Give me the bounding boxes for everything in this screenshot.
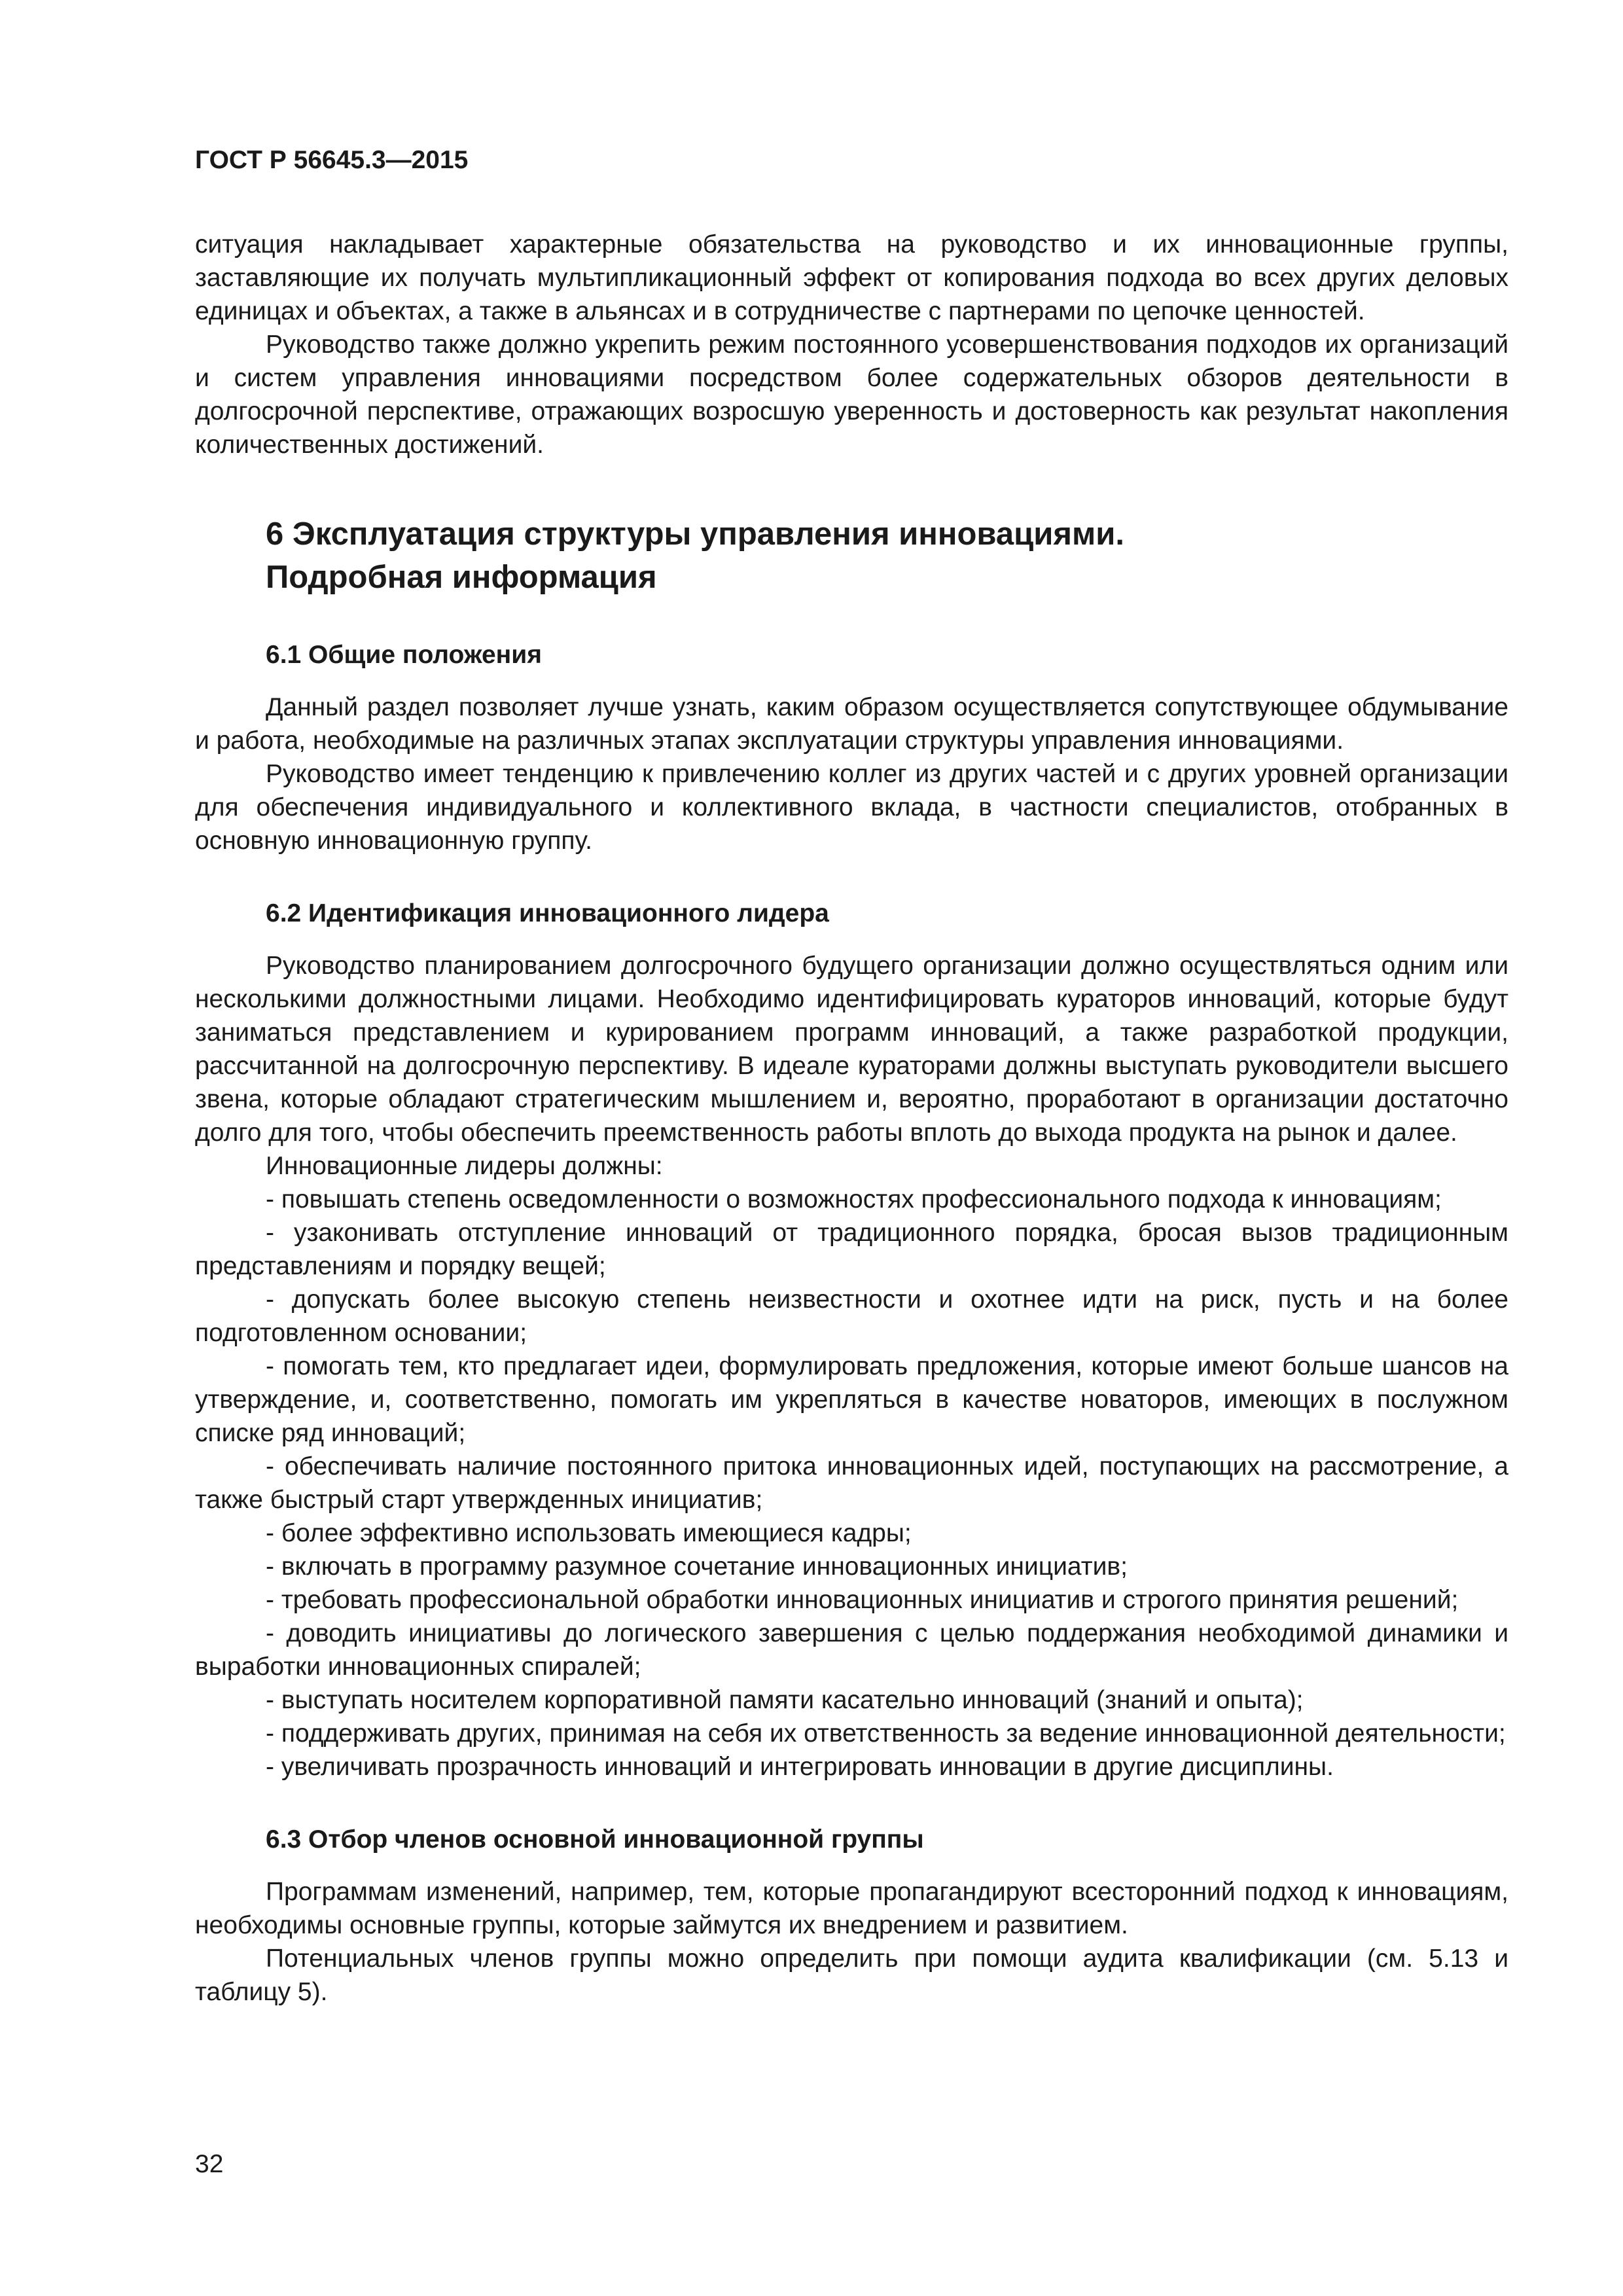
list-item: - включать в программу разумное сочетание инновационных инициатив; <box>266 1552 1128 1581</box>
list-item: - поддерживать других, принимая на себя их ответственность за ведение инновационной деятельности; <box>266 1719 1506 1748</box>
intro-paragraph-1: ситуация накладывает характерные обязательства на руководство и их инновационные группы, заставляющие их получать мультипликационный эффект от копирования подхода во всех других деловых единицах и объектах, а также в альянсах и в сотрудничестве с партнерами по цепочке ценностей. <box>195 230 1508 325</box>
section-6-2-paragraph-1: Руководство планированием долгосрочного будущего организации должно осуществляться одним или несколькими должностными лицами. Необходимо идентифицировать кураторов инноваций, которые будут заниматься представлением и курированием программ инноваций, а также разработкой продукции, рассчитанной на долгосрочную перспективу. В идеале кураторами должны выступать руководители высшего звена, которые обладают стратегическим мышлением и, вероятно, проработают в организации достаточно долго для того, чтобы обеспечить преемственность работы вплоть до выхода продукта на рынок и далее. <box>195 952 1508 1147</box>
document-page <box>195 144 1508 2009</box>
section-6-title-line-2: Подробная информация <box>266 560 657 595</box>
page-number: 32 <box>195 2150 224 2178</box>
section-6-1-body <box>195 691 1508 857</box>
section-6-2-paragraph-2: Инновационные лидеры должны: <box>266 1152 663 1180</box>
list-item: - доводить инициативы до логического завершения с целью поддержания необходимой динамики и выработки инновационных спиралей; <box>195 1619 1508 1681</box>
section-6-3-body <box>195 1875 1508 2009</box>
list-item: - увеличивать прозрачность инноваций и интегрировать инновации в другие дисциплины. <box>266 1753 1334 1781</box>
list-item: - обеспечивать наличие постоянного притока инновационных идей, поступающих на рассмотрение, а также быстрый старт утвержденных инициатив; <box>195 1452 1508 1514</box>
section-6-1-paragraph-2: Руководство имеет тенденцию к привлечению коллег из других частей и с других уровней организации для обеспечения индивидуального и коллективного вклада, в частности специалистов, отобранных в основную инновационную группу. <box>195 760 1508 855</box>
document-code-header: ГОСТ Р 56645.3—2015 <box>195 146 469 174</box>
list-item: - требовать профессиональной обработки инновационных инициатив и строгого принятия решений; <box>266 1586 1459 1614</box>
list-item: - узаконивать отступление инноваций от традиционного порядка, бросая вызов традиционным представлениям и порядку вещей; <box>195 1219 1508 1280</box>
list-item: - допускать более высокую степень неизвестности и охотнее идти на риск, пусть и на более подготовленном основании; <box>195 1285 1508 1347</box>
section-6-heading <box>266 512 1508 599</box>
section-6-1-heading: 6.1 Общие положения <box>266 641 542 669</box>
section-6-3-paragraph-2: Потенциальных членов группы можно определить при помощи аудита квалификации (см. 5.13 и таблицу 5). <box>195 1945 1508 2006</box>
list-item: - помогать тем, кто предлагает идеи, формулировать предложения, которые имеют больше шансов на утверждение, и, соответственно, помогать им укрепляться в качестве новаторов, имеющих в послужном списке ряд инноваций; <box>195 1352 1508 1447</box>
list-item: - более эффективно использовать имеющиеся кадры; <box>266 1519 912 1547</box>
innovation-leader-duties-list <box>195 1183 1508 1784</box>
intro-paragraph-2: Руководство также должно укрепить режим постоянного усовершенствования подходов их организаций и систем управления инновациями посредством более содержательных обзоров деятельности в долгосрочной перспективе, отражающих возросшую уверенность и достоверность как результат накопления количественных достижений. <box>195 331 1508 459</box>
section-6-2-body <box>195 949 1508 1784</box>
list-item: - повышать степень осведомленности о возможностях профессионального подхода к инновациям; <box>266 1185 1442 1213</box>
section-6-3-heading: 6.3 Отбор членов основной инновационной группы <box>266 1825 924 1854</box>
list-item: - выступать носителем корпоративной памяти касательно инноваций (знаний и опыта); <box>266 1686 1304 1714</box>
section-6-title-line-1: 6 Эксплуатация структуры управления инновациями. <box>266 516 1124 552</box>
section-6-1-paragraph-1: Данный раздел позволяет лучше узнать, каким образом осуществляется сопутствующее обдумывание и работа, необходимые на различных этапах эксплуатации структуры управления инновациями. <box>195 693 1508 755</box>
section-6-2-heading: 6.2 Идентификация инновационного лидера <box>266 899 829 927</box>
intro-block <box>195 228 1508 461</box>
section-6-3-paragraph-1: Программам изменений, например, тем, которые пропагандируют всесторонний подход к инновациям, необходимы основные группы, которые займутся их внедрением и развитием. <box>195 1878 1508 1939</box>
